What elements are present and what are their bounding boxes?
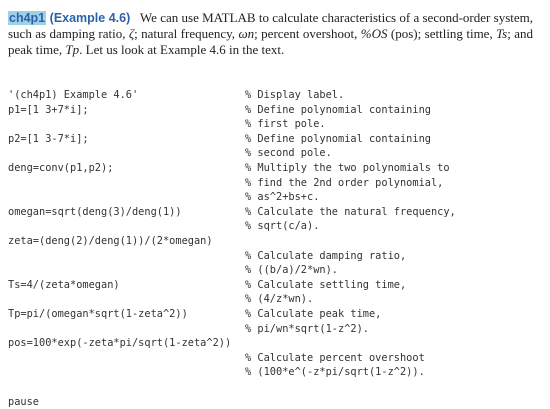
intro-text-4: (pos); settling time, <box>390 26 493 41</box>
code-comment: % find the 2nd order polynomial, <box>245 176 444 189</box>
code-comment: % (100*e^(-z*pi/sqrt(1-z^2)). <box>245 366 425 379</box>
code-line: '(ch4p1) Example 4.6' <box>8 89 139 101</box>
code-comment: % Calculate peak time, <box>245 308 382 320</box>
code-comment: % second pole. <box>245 147 332 160</box>
code-line: zeta=(deng(2)/deng(1))/(2*omegan) <box>8 235 213 247</box>
example-ref: (Example 4.6) <box>49 11 131 25</box>
code-line: Ts=4/(zeta*omegan) <box>8 278 120 291</box>
intro-text-5: ; and peak time, <box>8 26 534 57</box>
code-comment: % Calculate damping ratio, <box>245 249 407 262</box>
code-comment: % Calculate percent overshoot <box>245 351 425 364</box>
code-comment: % Calculate the natural frequency, <box>245 205 456 218</box>
code-line: p2=[1 3-7*i]; <box>8 132 89 145</box>
tp-symbol: Tp <box>65 42 80 57</box>
file-label: ch4p1 <box>9 11 46 25</box>
code-comment: % ((b/a)/2*wn). <box>245 264 338 277</box>
code-comment: % Calculate settling time, <box>245 278 407 291</box>
code-comment: % pi/wn*sqrt(1-z^2). <box>245 322 369 335</box>
code-comment: % as^2+bs+c. <box>245 191 320 204</box>
intro-text-2: ; natural frequency, <box>134 26 236 41</box>
code-comment: % (4/z*wn). <box>245 293 314 306</box>
omega-n-symbol: ωn <box>238 26 255 41</box>
os-symbol: %OS <box>360 26 388 41</box>
code-comment: % Display label. <box>245 89 345 101</box>
code-line: p1=[1 3+7*i]; <box>8 103 89 116</box>
ts-symbol: Ts <box>496 26 508 41</box>
code-line: deng=conv(p1,p2); <box>8 162 114 174</box>
code-line: Tp=pi/(omegan*sqrt(1-zeta^2)) <box>8 308 188 320</box>
code-comment: % Define polynomial containing <box>245 103 431 116</box>
code-comment: % Define polynomial containing <box>245 132 431 145</box>
intro-text-3: ; percent overshoot, <box>254 26 358 41</box>
code-comment: % sqrt(c/a). <box>245 220 320 233</box>
zeta-symbol: ζ <box>128 26 135 41</box>
intro-text-6: . Let us look at Example 4.6 in the text. <box>79 42 285 57</box>
example-heading <box>8 11 130 25</box>
code-line: pause <box>8 395 39 408</box>
intro-paragraph <box>8 10 533 58</box>
code-line: omegan=sqrt(deng(3)/deng(1)) <box>8 205 182 218</box>
code-comment: % Multiply the two polynomials to <box>245 162 450 174</box>
code-line: pos=100*exp(-zeta*pi/sqrt(1-zeta^2)) <box>8 337 232 350</box>
code-comment: % first pole. <box>245 118 326 131</box>
intro-text-1: We can use MATLAB to calculate characteristics of a second-order system, such as damping ratio, <box>8 10 534 41</box>
